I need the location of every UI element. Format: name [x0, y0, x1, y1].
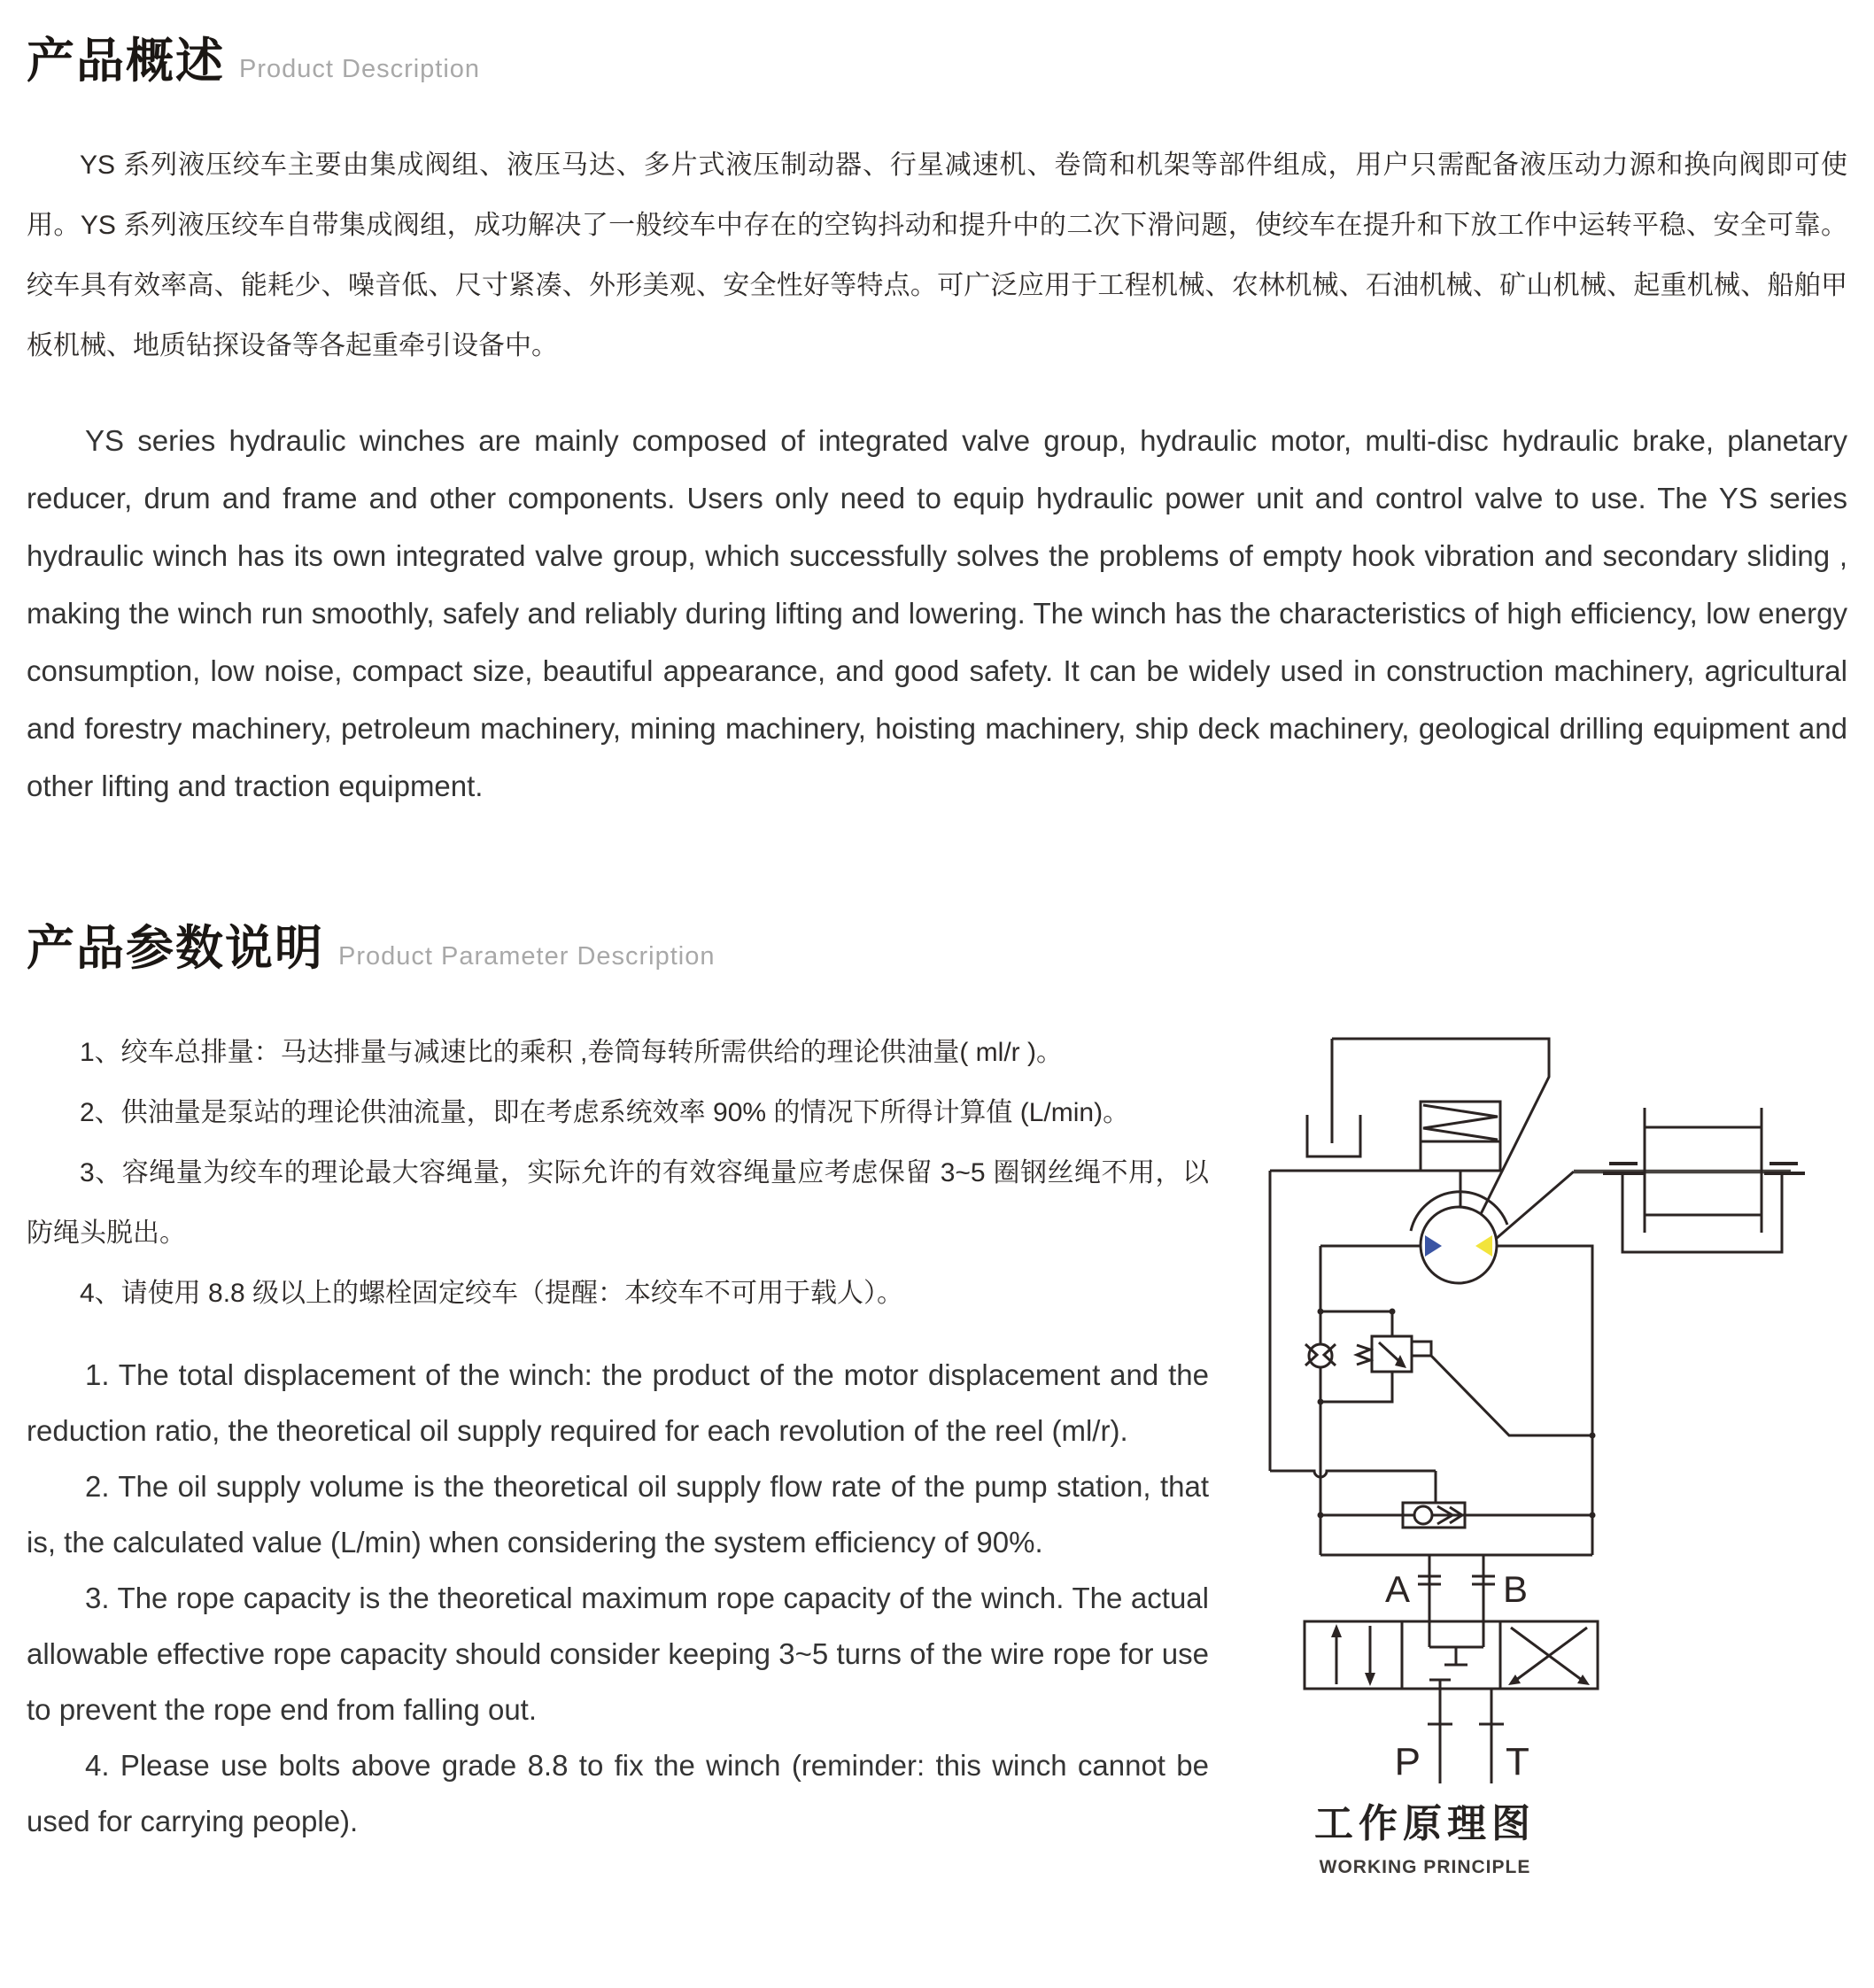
parameter-notes	[27, 1023, 1209, 1849]
parameters-section-header	[27, 910, 1847, 979]
diagram-caption-en: WORKING PRINCIPLE	[1319, 1857, 1531, 1877]
port-b-line	[1472, 1555, 1495, 1621]
winch-drum-symbol	[1574, 1108, 1805, 1252]
note-en-4: 4. Please use bolts above grade 8.8 to fix the winch (reminder: this winch cannot be used for carrying people).	[27, 1749, 1209, 1837]
port-a-line	[1418, 1555, 1441, 1621]
note-en-1: 1. The total displacement of the winch: the product of the motor displacement and the reduction ratio, the theoretical oil supply required for each revolution of the reel (ml/r).	[27, 1358, 1209, 1447]
relief-valve-symbol	[1320, 1311, 1592, 1435]
note-zh-1: 1、绞车总排量：马达排量与减速比的乘积 ,卷筒每转所需供给的理论供油量( ml/r )。	[80, 1038, 1063, 1067]
parameters-body	[27, 1023, 1847, 1961]
directional-valve-symbol	[1305, 1621, 1598, 1689]
parameters-heading-en: Product Parameter Description	[338, 942, 716, 971]
port-p-line	[1428, 1689, 1452, 1783]
check-valve-symbol	[1305, 1344, 1336, 1367]
port-t-line	[1479, 1689, 1504, 1783]
overview-heading-zh: 产品概述	[27, 35, 225, 88]
overview-paragraph-en: YS series hydraulic winches are mainly composed of integrated valve group, hydraulic motor, multi-disc hydraulic brake, planetary reducer, drum and frame and other components. Users only need to equip hydraulic power unit and control valve to use. The YS series hydraulic winch has its own integrated valve group, which successfully solves the problems of empty hook vibration and secondary sliding , making the winch run smoothly, safely and reliably during lifting and lowering. The winch has the characteristics of high efficiency, low energy consumption, low noise, compact size, beautiful appearance, and good safety. It can be widely used in construction machinery, agricultural and forestry machinery, petroleum machinery, mining machinery, hoisting machinery, ship deck machinery, geological drilling equipment and other lifting and traction equipment.	[27, 424, 1847, 802]
overview-section-header	[27, 23, 1847, 91]
note-en-3: 3. The rope capacity is the theoretical maximum rope capacity of the winch. The actual allowable effective rope capacity should consider keeping 3~5 turns of the wire rope for use to prevent the rope end from falling out.	[27, 1582, 1209, 1726]
parameters-heading-zh: 产品参数说明	[27, 922, 324, 975]
note-zh-2: 2、供油量是泵站的理论供油流量，即在考虑系统效率 90% 的情况下所得计算值 (L/min)。	[80, 1098, 1130, 1127]
port-label-b: B	[1503, 1568, 1529, 1610]
note-zh-4: 4、请使用 8.8 级以上的螺栓固定绞车（提醒：本绞车不可用于载人）。	[80, 1279, 904, 1308]
port-label-p: P	[1394, 1740, 1421, 1783]
overview-heading-en: Product Description	[239, 55, 481, 83]
diagram-caption-zh: 工作原理图	[1314, 1802, 1536, 1845]
oil-tank-symbol	[1307, 1039, 1360, 1156]
note-zh-3: 3、容绳量为绞车的理论最大容绳量，实际允许的有效容绳量应考虑保留 3~5 圈钢丝绳不用，以防绳头脱出。	[27, 1158, 1209, 1248]
overview-paragraph-zh: YS 系列液压绞车主要由集成阀组、液压马达、多片式液压制动器、行星减速机、卷筒和机架等部件组成，用户只需配备液压动力源和换向阀即可使用。YS 系列液压绞车自带集成阀组，成功解决了一般绞车中存在的空钩抖动和提升中的二次下滑问题，使绞车在提升和下放工作中运转平稳、安全可靠。绞车具有效率高、能耗少、噪音低、尺寸紧凑、外形美观、安全性好等特点。可广泛应用于工程机械、农林机械、石油机械、矿山机械、起重机械、船舶甲板机械、地质钻探设备等各起重牵引设备中。	[27, 151, 1847, 360]
port-label-t: T	[1506, 1740, 1529, 1783]
note-en-2: 2. The oil supply volume is the theoretical oil supply flow rate of the pump station, that is, the calculated value (L/min) when considering the system efficiency of 90%.	[27, 1470, 1209, 1559]
junction-dots	[1318, 1309, 1596, 1519]
hydraulic-motor-symbol	[1320, 1172, 1574, 1283]
working-principle-diagram	[1243, 1026, 1828, 1921]
port-label-a: A	[1384, 1568, 1410, 1610]
